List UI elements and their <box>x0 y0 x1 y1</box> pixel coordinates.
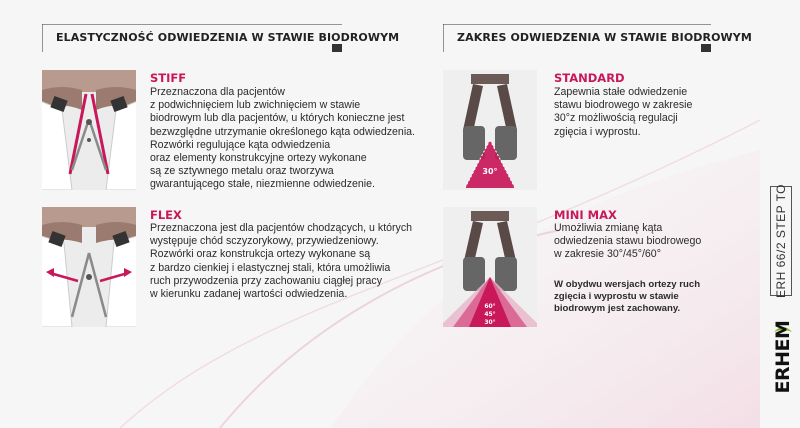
angle-label: 45° <box>484 311 496 318</box>
standard-description: Zapewnia stałe odwiedzenie stawu biodrowego w zakresie 30°z możliwością regulacji zgięcia i wyprostu. <box>554 86 693 138</box>
standard-label: STANDARD <box>554 71 625 85</box>
flex-label: FLEX <box>150 208 182 222</box>
product-model-box <box>770 183 792 299</box>
angle-label: 30° <box>484 319 496 326</box>
minimax-label: MINI MAX <box>554 208 617 222</box>
flex-orthosis-photo <box>42 207 136 327</box>
left-section-heading <box>42 24 400 52</box>
left-heading-text: ELASTYCZNOŚĆ ODWIEDZENIA W STAWIE BIODROWYM <box>56 31 400 44</box>
brand-logo <box>770 302 796 412</box>
brand-logo-text: ERHEM <box>772 320 794 394</box>
standard-orthosis-photo <box>443 70 537 190</box>
angle-label: 60° <box>484 303 496 310</box>
stiff-label: STIFF <box>150 71 187 85</box>
product-model-text: ERH 66/2 STEP TO <box>774 183 788 299</box>
stiff-orthosis-photo <box>42 70 136 190</box>
right-heading-text: ZAKRES ODWIEDZENIA W STAWIE BIODROWYM <box>457 31 752 44</box>
angle-label: 30° <box>482 167 498 176</box>
stiff-description: Przeznaczona dla pacjentów z podwichnięciem lub zwichnięciem w stawie biodrowym lub dla pacjentów, u których konieczne jest bezwzględne utrzymanie określonego kąta odwiedzenia. Rozwórki regulujące kąta odwiedzenia oraz elementy konstrukcyjne ortezy wykonane są ze sztywnego metalu oraz tworzywa gwarantującego stałe, niezmienne odwiedzenie. <box>150 86 416 191</box>
minimax-note: W obydwu wersjach ortezy ruch zgięcia i wyprostu w stawie biodrowym jest zachowany. <box>554 279 701 314</box>
minimax-description: Umożliwia zmianę kąta odwiedzenia stawu biodrowego w zakresie 30°/45°/60° <box>554 222 702 261</box>
flex-description: Przeznaczona jest dla pacjentów chodzących, u których występuje chód sczyzorykowy, przywiedzeniowy. Rozwórki oraz konstrukcja ortezy wykonane są z bardzo cienkiej i elastycznej stali, która umożliwia ruch przywodzenia przy zachowaniu ciągłej pracy w kierunku zadanej wartości odwiedzenia. <box>150 222 413 301</box>
minimax-orthosis-photo <box>443 207 537 327</box>
right-section-heading <box>443 24 752 52</box>
